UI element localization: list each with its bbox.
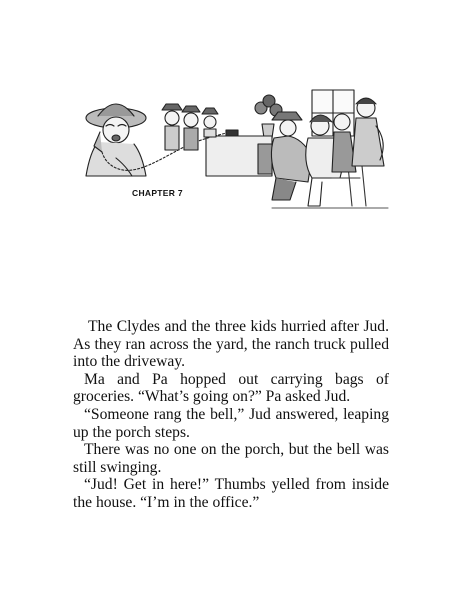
paragraph: “Jud! Get in here!” Thumbs yelled from inside the house. “I’m in the office.” <box>73 476 389 511</box>
chapter-body-text <box>73 318 389 512</box>
paragraph: The Clydes and the three kids hurried after Jud. As they ran across the yard, the ranch truck pulled into the driveway. <box>73 318 389 371</box>
chapter-heading: CHAPTER 7 <box>132 188 183 198</box>
chapter-illustration <box>76 86 390 216</box>
paragraph: There was no one on the porch, but the bell was still swinging. <box>73 441 389 476</box>
paragraph: “Someone rang the bell,” Jud answered, leaping up the porch steps. <box>73 405 389 441</box>
paragraph: Ma and Pa hopped out carrying bags of groceries. “What’s going on?” Pa asked Jud. <box>73 370 389 406</box>
